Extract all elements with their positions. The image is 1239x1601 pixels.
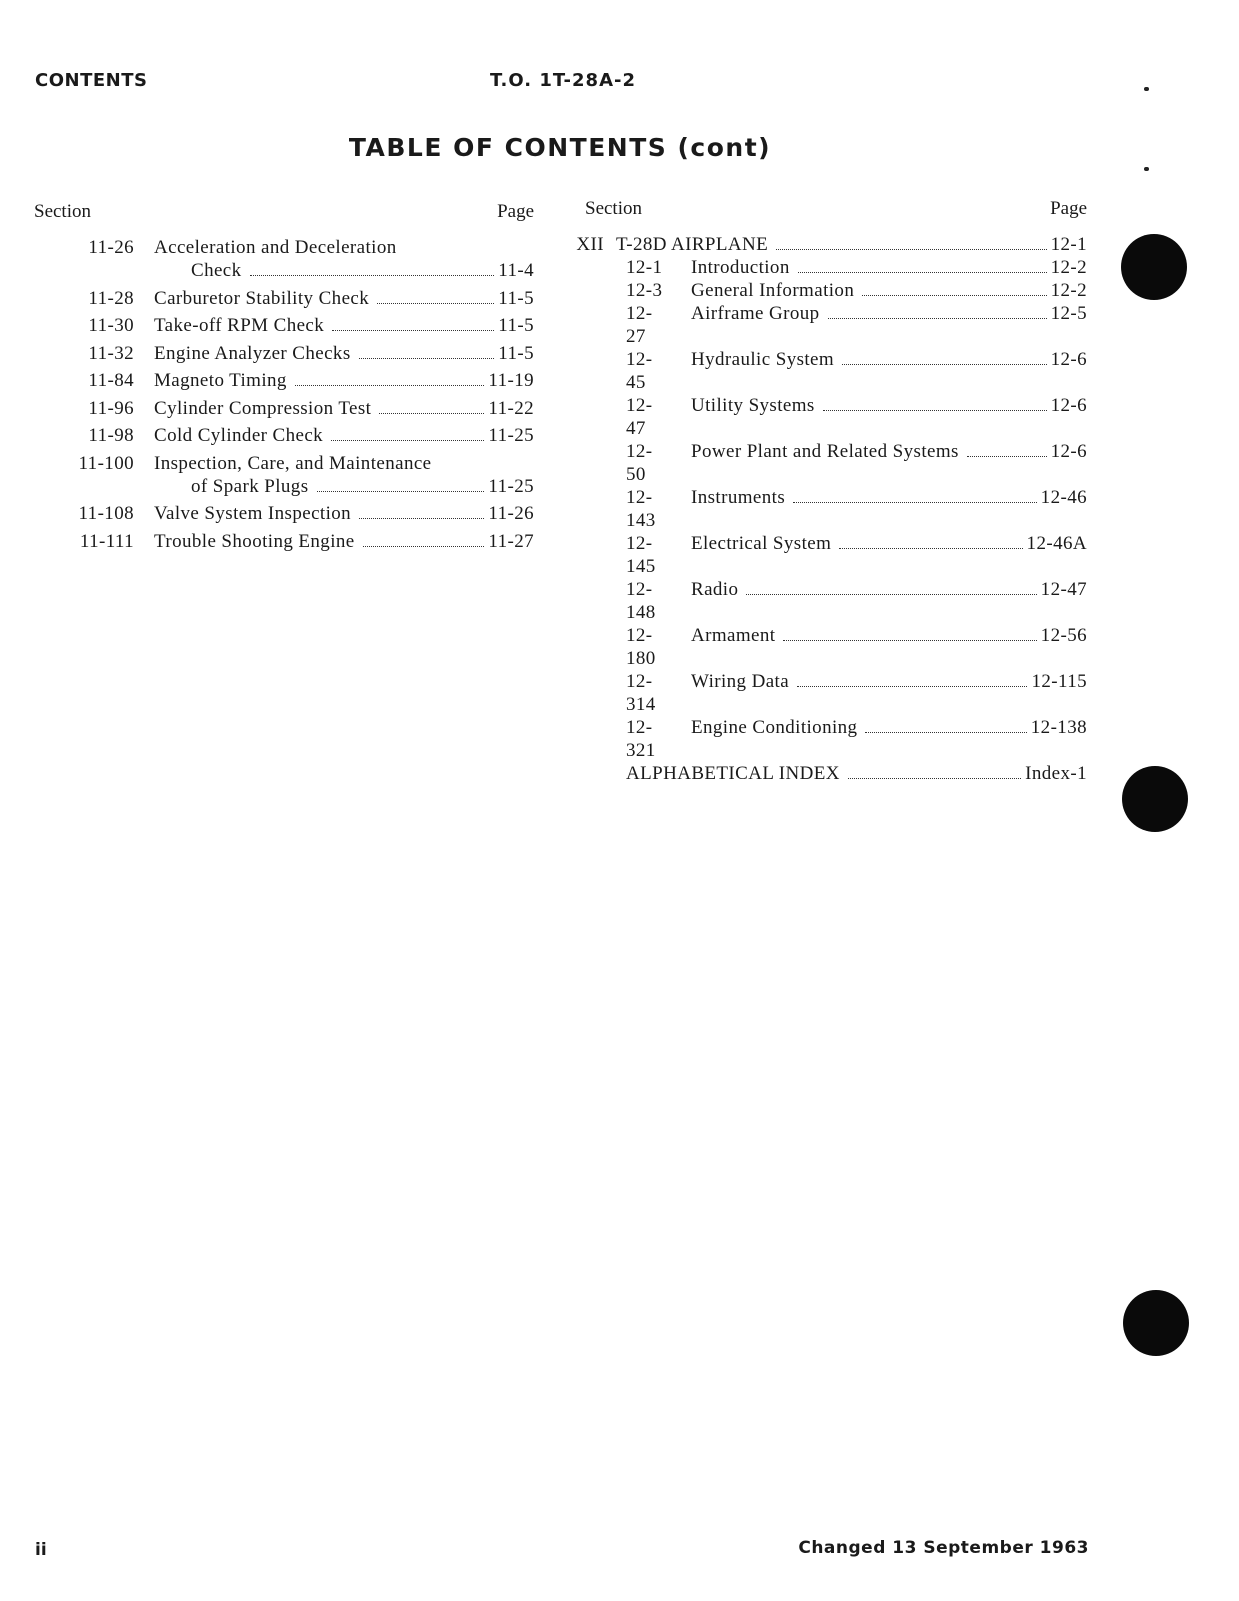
dot-leader [746,594,1036,595]
entry-title: Cold Cylinder Check [154,425,324,446]
entry-page: 12-6 [1050,395,1087,416]
binder-hole [1122,766,1188,832]
entry-title: General Information [691,280,855,301]
entry-number: 11-26 [88,237,134,258]
entry-page: 11-5 [498,342,534,364]
toc-right-column [576,197,1087,785]
entry-page: 12-138 [1030,717,1087,738]
entry-page: 12-46 [1040,487,1087,508]
entry-title-continued: of Spark Plugs [191,475,309,497]
entry-title: Take-off RPM Check [154,315,325,336]
entry-number: 11-84 [88,370,134,391]
toc-index-entry[interactable] [585,762,1087,785]
toc-entry[interactable] [34,452,534,498]
entry-page: 12-46A [1026,533,1087,554]
entry-number: 11-98 [88,425,134,446]
entry-title: Airframe Group [691,303,820,324]
toc-entry[interactable] [585,279,1087,302]
entry-title: Electrical System [691,533,832,554]
entry-title: Hydraulic System [691,349,835,370]
entry-title: Instruments [691,487,786,508]
entry-page: 12-47 [1040,579,1087,600]
entry-title: Introduction [691,257,790,278]
toc-entry[interactable] [34,424,534,447]
change-date: Changed 13 September 1963 [798,1538,1089,1558]
dot-leader [798,272,1047,273]
dot-leader [862,295,1046,296]
toc-entry[interactable] [585,578,1087,624]
entry-number: 12-321 [626,717,656,761]
dot-leader [776,249,1046,250]
entry-page: 11-19 [488,370,534,391]
entry-number: 11-108 [78,503,134,524]
dot-leader [823,410,1047,411]
entry-title-continued: Check [191,260,242,281]
toc-section-entry[interactable] [493,233,1087,256]
toc-entry[interactable] [34,502,534,525]
dot-leader [848,778,1021,779]
dot-leader [967,456,1047,457]
speck [1144,87,1149,91]
toc-entry[interactable] [585,486,1087,532]
toc-entry[interactable] [34,236,534,282]
toc-entry[interactable] [34,530,534,553]
entry-number: 12-143 [626,487,656,531]
entry-title: Engine Analyzer Checks [154,342,351,364]
toc-entry[interactable] [34,369,534,392]
toc-left-column [34,200,534,557]
entry-title: Engine Conditioning [691,717,858,738]
entry-number: 12-1 [626,257,663,278]
entry-number: 12-180 [626,625,656,669]
binder-hole [1121,234,1187,300]
dot-leader [295,385,485,386]
dot-leader [359,518,484,519]
page-column-label: Page [1050,198,1087,219]
dot-leader [359,358,495,359]
entry-title: Utility Systems [691,395,815,416]
section-column-label: Section [34,201,91,222]
entry-page: Index-1 [1025,763,1087,784]
toc-entry[interactable] [585,716,1087,762]
section-column-label: Section [585,198,642,219]
section-number: XII [576,234,604,255]
index-title: ALPHABETICAL INDEX [626,763,840,784]
toc-entry[interactable] [34,314,534,337]
page-number: ii [35,1540,47,1560]
entry-number: 12-314 [626,671,656,715]
dot-leader [839,548,1022,549]
entry-page: 11-25 [488,475,534,497]
entry-title: Carburetor Stability Check [154,287,370,309]
entry-title: Acceleration and Deceleration [154,237,397,258]
toc-entry[interactable] [34,287,534,310]
entry-title: Magneto Timing [154,370,287,391]
toc-entry[interactable] [585,440,1087,486]
entry-number: 11-28 [88,287,134,309]
dot-leader [379,413,484,414]
entry-page: 12-56 [1040,625,1087,646]
dot-leader [865,732,1026,733]
toc-entry[interactable] [585,348,1087,394]
dot-leader [317,491,485,492]
entry-number: 11-111 [79,530,134,552]
toc-entry[interactable] [585,670,1087,716]
entry-number: 12-145 [626,533,656,577]
speck [1144,167,1149,171]
entry-page: 12-115 [1031,671,1087,692]
entry-page: 12-5 [1050,303,1087,324]
entry-title: Power Plant and Related Systems [691,441,959,462]
entry-page: 12-2 [1050,257,1087,278]
dot-leader [250,275,495,276]
toc-entry[interactable] [585,624,1087,670]
toc-entry[interactable] [585,394,1087,440]
entry-number: 12-50 [626,441,653,485]
entry-title: Cylinder Compression Test [154,397,372,419]
dot-leader [793,502,1037,503]
running-header-left: CONTENTS [35,70,148,91]
entry-page: 11-4 [498,260,534,281]
dot-leader [783,640,1036,641]
toc-entry[interactable] [34,397,534,420]
dot-leader [828,318,1047,319]
entry-page: 12-1 [1050,234,1087,255]
entry-title: Wiring Data [691,671,790,692]
entry-page: 11-5 [498,287,534,309]
entry-number: 11-100 [78,452,134,474]
dot-leader [363,546,485,547]
dot-leader [842,364,1046,365]
dot-leader [331,440,484,441]
toc-entry[interactable] [585,256,1087,279]
entry-number: 12-47 [626,395,653,439]
entry-title: Radio [691,579,739,600]
toc-entry[interactable] [585,532,1087,578]
entry-number: 12-148 [626,579,656,623]
dot-leader [377,303,494,304]
entry-page: 12-6 [1050,441,1087,462]
column-header [34,200,534,236]
entry-page: 11-25 [488,425,534,446]
entry-number: 11-30 [88,315,134,336]
entry-number: 11-32 [88,342,134,364]
binder-hole [1123,1290,1189,1356]
toc-entry[interactable] [34,342,534,365]
section-title: T-28D AIRPLANE [616,234,769,255]
entry-page: 11-22 [488,397,534,419]
dot-leader [332,330,494,331]
column-header [585,197,1087,233]
entry-page: 11-27 [488,530,534,552]
entry-page: 12-2 [1050,280,1087,301]
entry-page: 11-26 [488,503,534,524]
entry-title: Armament [691,625,776,646]
entry-title: Valve System Inspection [154,503,352,524]
entry-title: Inspection, Care, and Maintenance [154,452,432,474]
entry-number: 12-45 [626,349,653,393]
entry-number: 12-3 [626,280,663,301]
toc-entry[interactable] [585,302,1087,348]
entry-page: 12-6 [1050,349,1087,370]
page-column-label: Page [497,201,534,222]
page-title: TABLE OF CONTENTS (cont) [348,133,772,162]
entry-page: 11-5 [498,315,534,336]
dot-leader [797,686,1027,687]
entry-number: 11-96 [88,397,134,419]
entry-title: Trouble Shooting Engine [154,530,355,552]
document-number: T.O. 1T-28A-2 [490,70,636,91]
entry-number: 12-27 [626,303,653,347]
